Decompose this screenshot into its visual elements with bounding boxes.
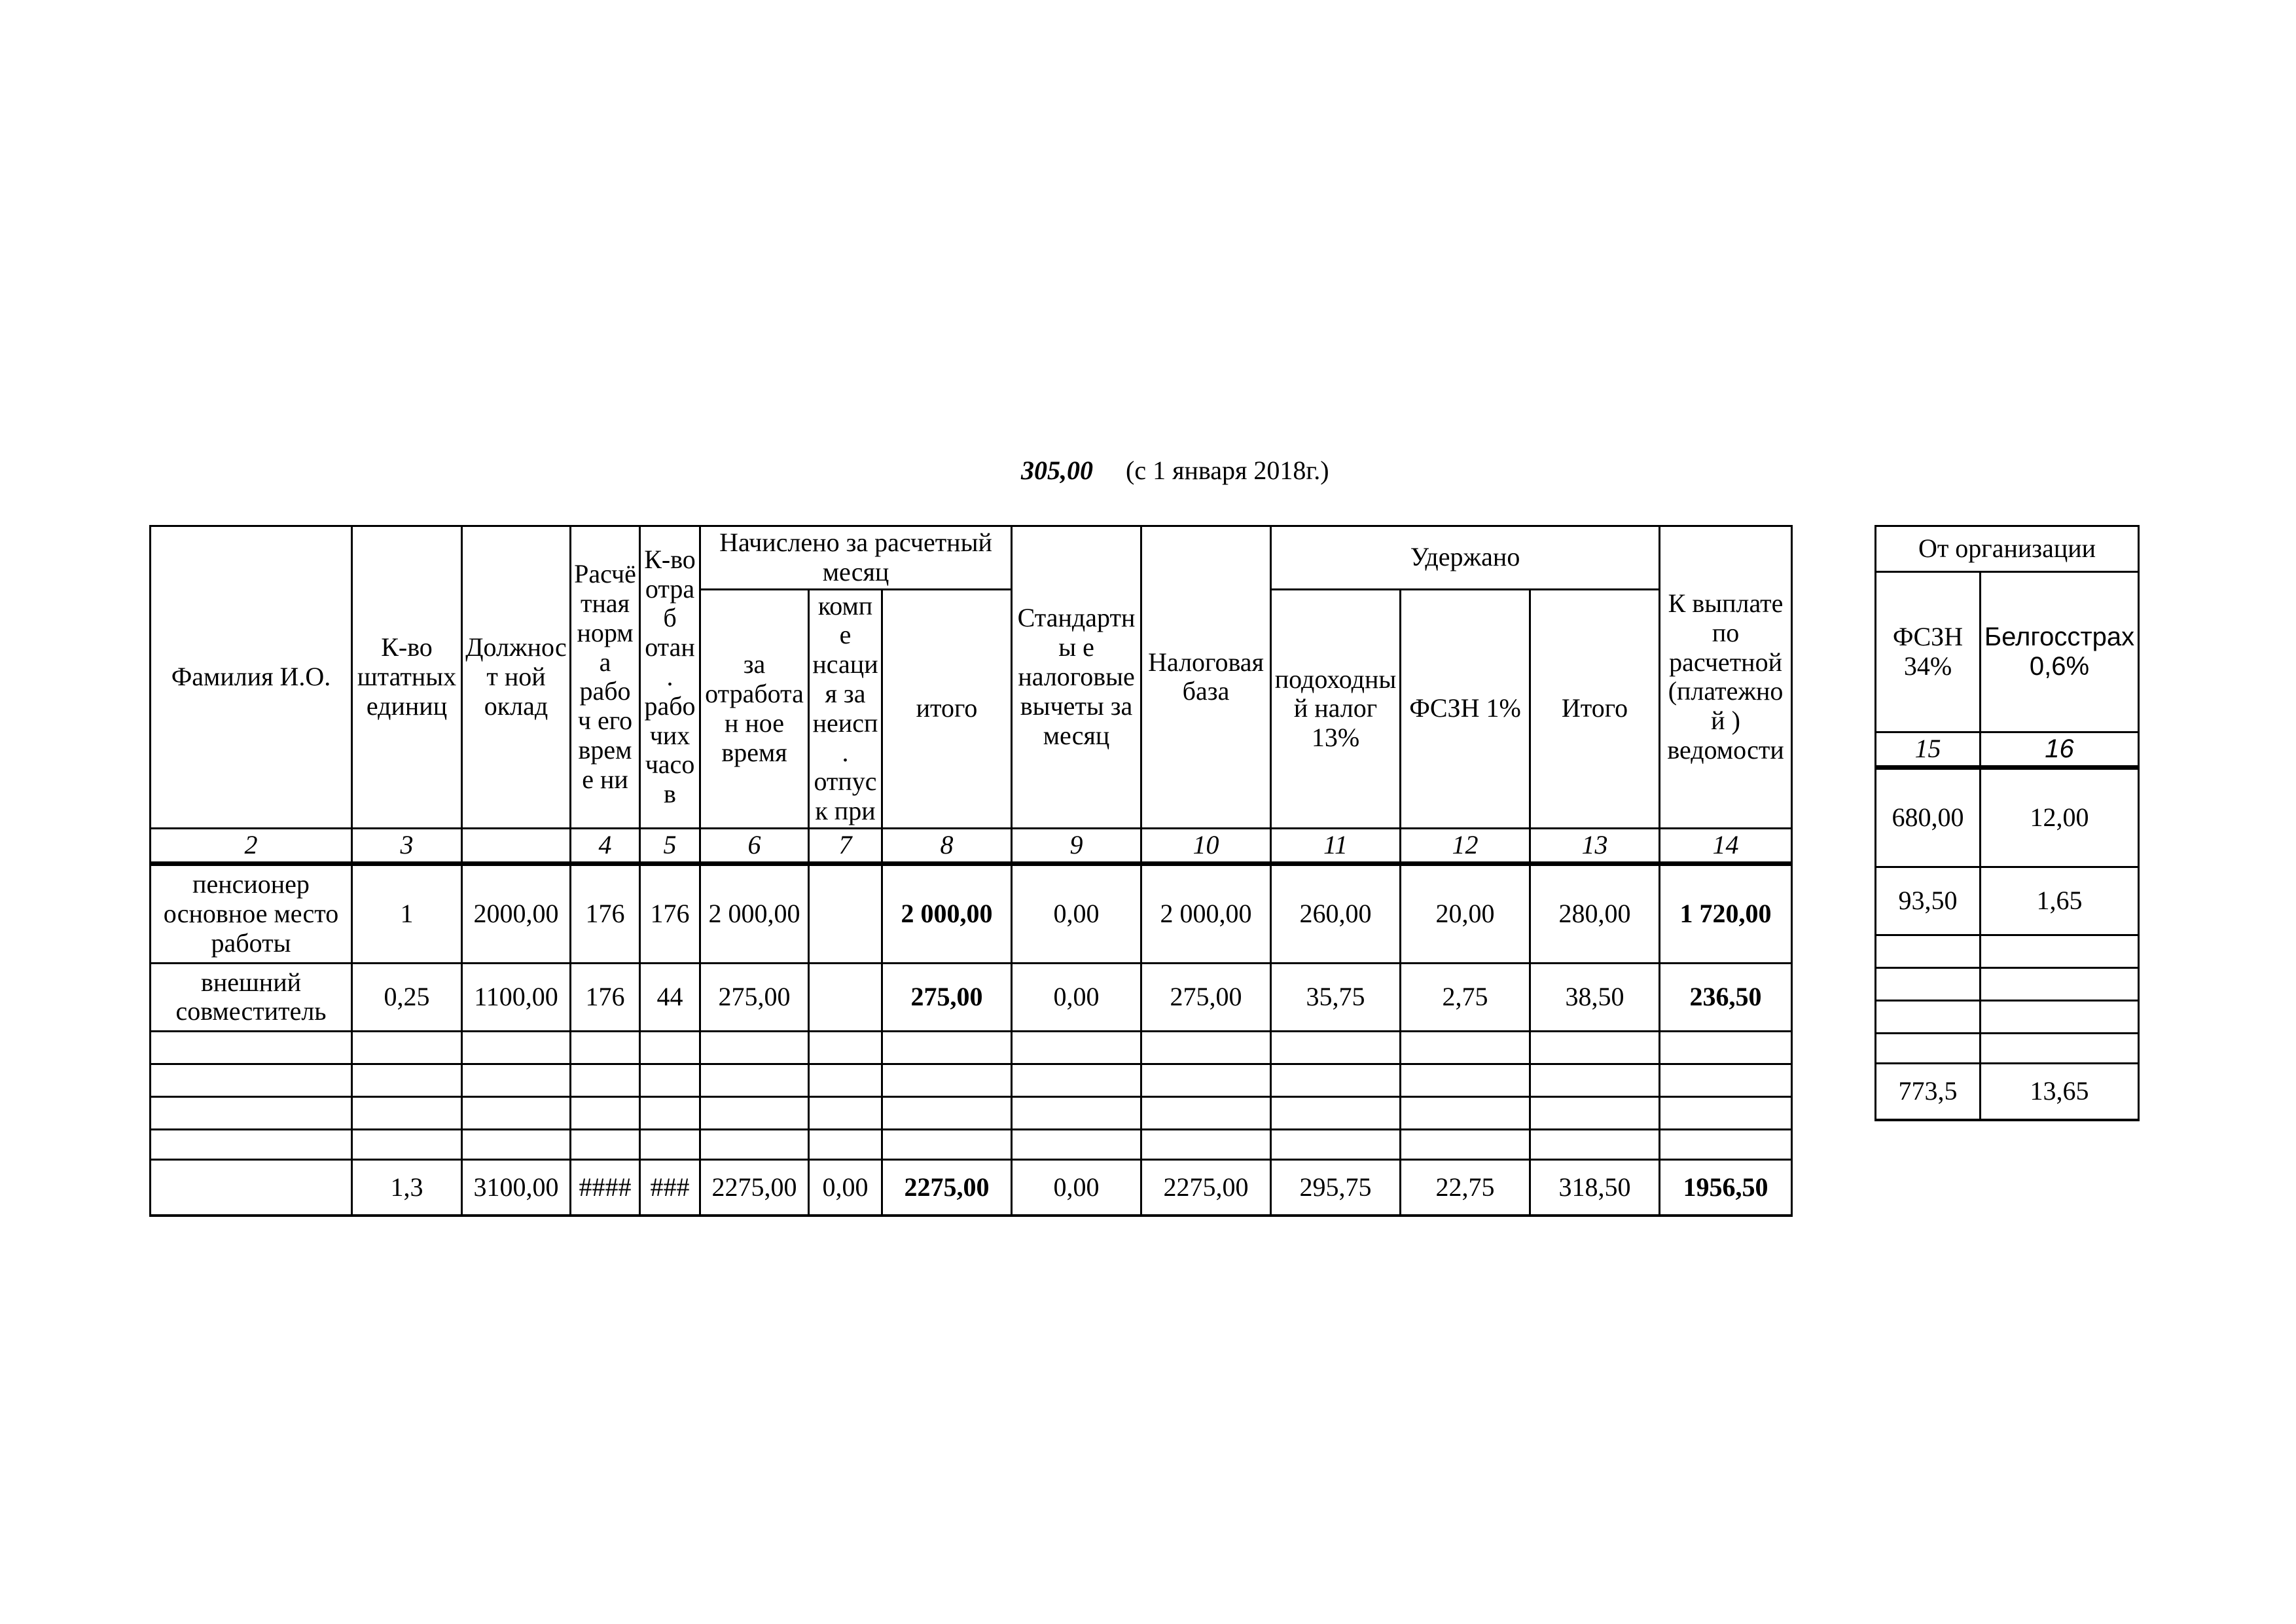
employer-contributions-table	[1874, 525, 2140, 1121]
header-name: Фамилия И.О.	[151, 526, 352, 829]
header-worked-hours: К-во отраб отан. рабо чих часов	[640, 526, 700, 829]
cell-tax-base: 2 000,00	[1141, 863, 1271, 963]
totals-row	[1876, 1064, 2139, 1120]
cell-salary: 2000,00	[462, 863, 571, 963]
total-tax-base: 2275,00	[1141, 1159, 1271, 1216]
column-number: 4	[571, 828, 640, 863]
total-norm-hours: ####	[571, 1159, 640, 1216]
column-number: 10	[1141, 828, 1271, 863]
column-number: 9	[1012, 828, 1141, 863]
totals-label-cell	[151, 1159, 352, 1216]
cell-deductions: 0,00	[1012, 963, 1141, 1031]
header-units: К-во штатных единиц	[352, 526, 462, 829]
column-number: 11	[1271, 828, 1401, 863]
header-payable: К выплате по расчетной (платежной ) ведомости	[1660, 526, 1792, 829]
employee-name: пенсионер основное место работы	[151, 863, 352, 963]
total-units: 1,3	[352, 1159, 462, 1216]
total-accrued-compensation: 0,00	[809, 1159, 882, 1216]
header-salary: Должност ной оклад	[462, 526, 571, 829]
cell-fszn: 2,75	[1401, 963, 1530, 1031]
org-header: От организации	[1876, 526, 2139, 572]
empty-row	[151, 1064, 1792, 1096]
column-number: 3	[352, 828, 462, 863]
org-total-fszn: 773,5	[1876, 1064, 1981, 1120]
org-header-fszn: ФСЗН 34%	[1876, 572, 1981, 732]
org-cell-belgosstrakh: 12,00	[1981, 768, 2139, 867]
payroll-table	[149, 525, 1793, 1217]
table-row	[1876, 867, 2139, 935]
table-row	[151, 963, 1792, 1031]
header-norm-hours: Расчё тная норма рабоч его време ни	[571, 526, 640, 829]
total-income-tax: 295,75	[1271, 1159, 1401, 1216]
org-header-belgosstrakh: Белгосстрах 0,6%	[1981, 572, 2139, 732]
column-number: 6	[700, 828, 809, 863]
column-number: 8	[882, 828, 1012, 863]
header-accrued-compensation: компе нсация за неисп. отпуск при	[809, 589, 882, 828]
table-row	[151, 863, 1792, 963]
column-number: 15	[1876, 732, 1981, 768]
employee-name: внешний совместитель	[151, 963, 352, 1031]
empty-row	[151, 1031, 1792, 1064]
cell-deductions: 0,00	[1012, 863, 1141, 963]
header-fszn: ФСЗН 1%	[1401, 589, 1530, 828]
totals-row	[151, 1159, 1792, 1216]
column-number: 7	[809, 828, 882, 863]
total-withheld-total: 318,50	[1530, 1159, 1660, 1216]
column-number: 16	[1981, 732, 2139, 768]
org-cell-fszn: 93,50	[1876, 867, 1981, 935]
cell-norm-hours: 176	[571, 863, 640, 963]
cell-fszn: 20,00	[1401, 863, 1530, 963]
total-worked-hours: ###	[640, 1159, 700, 1216]
total-salary: 3100,00	[462, 1159, 571, 1216]
header-accrued-total: итого	[882, 589, 1012, 828]
column-number: 2	[151, 828, 352, 863]
cell-accrued-worked: 2 000,00	[700, 863, 809, 963]
cell-salary: 1100,00	[462, 963, 571, 1031]
cell-accrued-worked: 275,00	[700, 963, 809, 1031]
cell-withheld-total: 280,00	[1530, 863, 1660, 963]
column-number	[462, 828, 571, 863]
column-number: 5	[640, 828, 700, 863]
total-deductions: 0,00	[1012, 1159, 1141, 1216]
document-title	[1021, 455, 1329, 486]
header-withheld-group: Удержано	[1271, 526, 1660, 590]
total-accrued-worked: 2275,00	[700, 1159, 809, 1216]
column-number: 13	[1530, 828, 1660, 863]
empty-row	[151, 1129, 1792, 1159]
cell-accrued-compensation	[809, 963, 882, 1031]
title-amount: 305,00	[1021, 456, 1093, 485]
cell-income-tax: 35,75	[1271, 963, 1401, 1031]
cell-accrued-total: 2 000,00	[882, 863, 1012, 963]
empty-row	[1876, 1001, 2139, 1034]
header-withheld-total: Итого	[1530, 589, 1660, 828]
table-row	[1876, 768, 2139, 867]
header-tax-base: Налоговая база	[1141, 526, 1271, 829]
cell-worked-hours: 176	[640, 863, 700, 963]
cell-payable: 1 720,00	[1660, 863, 1792, 963]
org-cell-belgosstrakh: 1,65	[1981, 867, 2139, 935]
cell-units: 1	[352, 863, 462, 963]
cell-accrued-total: 275,00	[882, 963, 1012, 1031]
total-fszn: 22,75	[1401, 1159, 1530, 1216]
empty-row	[1876, 935, 2139, 968]
cell-income-tax: 260,00	[1271, 863, 1401, 963]
header-accrued-worked: за отработан ное время	[700, 589, 809, 828]
column-number: 12	[1401, 828, 1530, 863]
empty-row	[151, 1096, 1792, 1129]
cell-norm-hours: 176	[571, 963, 640, 1031]
empty-row	[1876, 1034, 2139, 1064]
cell-units: 0,25	[352, 963, 462, 1031]
org-cell-fszn: 680,00	[1876, 768, 1981, 867]
cell-payable: 236,50	[1660, 963, 1792, 1031]
header-accrued-group: Начислено за расчетный месяц	[700, 526, 1012, 590]
header-deductions: Стандартны е налоговые вычеты за месяц	[1012, 526, 1141, 829]
total-payable: 1956,50	[1660, 1159, 1792, 1216]
column-number: 14	[1660, 828, 1792, 863]
cell-worked-hours: 44	[640, 963, 700, 1031]
cell-accrued-compensation	[809, 863, 882, 963]
org-total-belgosstrakh: 13,65	[1981, 1064, 2139, 1120]
cell-tax-base: 275,00	[1141, 963, 1271, 1031]
header-income-tax: подоходный налог 13%	[1271, 589, 1401, 828]
empty-row	[1876, 968, 2139, 1001]
cell-withheld-total: 38,50	[1530, 963, 1660, 1031]
title-note: (с 1 января 2018г.)	[1126, 456, 1329, 485]
total-accrued-total: 2275,00	[882, 1159, 1012, 1216]
